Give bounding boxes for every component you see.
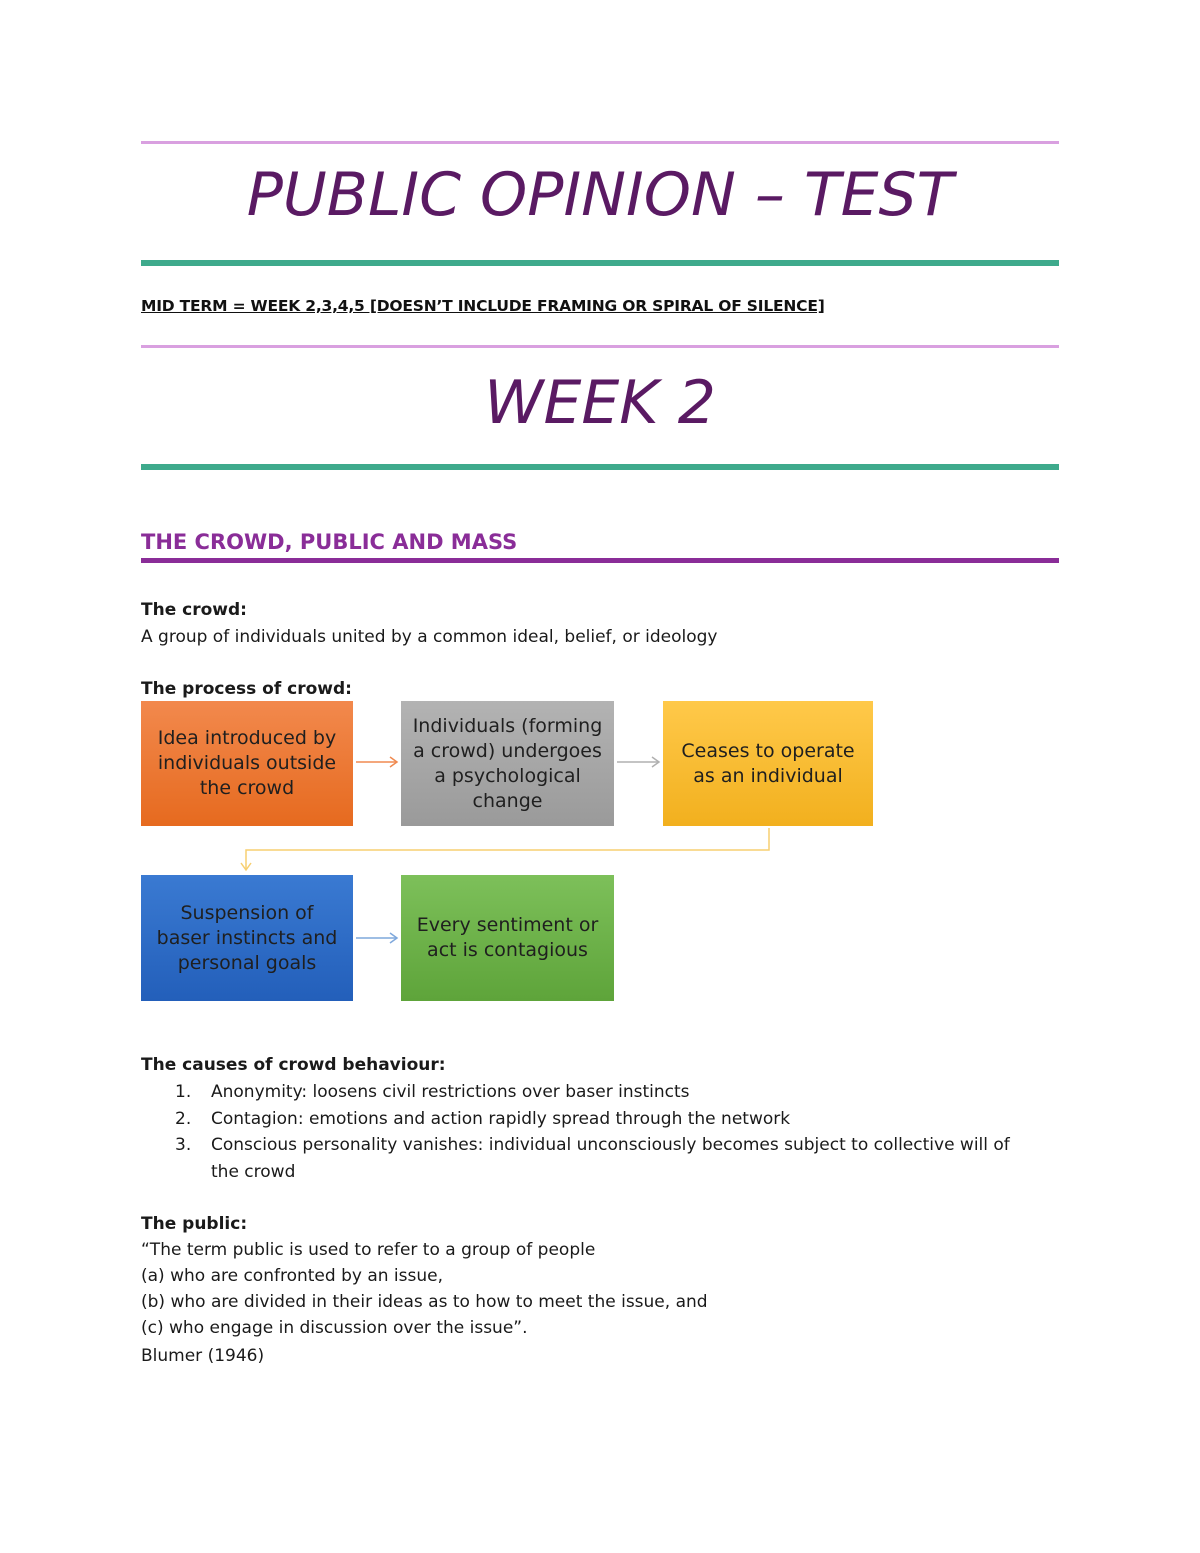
public-quote-line: (c) who engage in discussion over the issue”.: [141, 1318, 528, 1338]
process-step-1: Idea introduced by individuals outside the crowd: [141, 701, 353, 826]
public-quote-line: (b) who are divided in their ideas as to how to meet the issue, and: [141, 1292, 708, 1312]
list-item: [141, 1079, 1041, 1106]
public-quote-line: (a) who are confronted by an issue,: [141, 1266, 444, 1286]
arrow-1-to-2: [356, 757, 397, 767]
page-title: PUBLIC OPINION – TEST: [246, 160, 954, 230]
list-text-continued: the crowd: [211, 1161, 296, 1182]
public-label: The public:: [141, 1214, 248, 1234]
list-item: [141, 1106, 1041, 1133]
section-heading: THE CROWD, PUBLIC AND MASS: [141, 530, 518, 554]
process-step-3: Ceases to operate as an individual: [663, 701, 873, 826]
arrow-2-to-3: [617, 757, 659, 767]
causes-label: The causes of crowd behaviour:: [141, 1055, 446, 1075]
list-number: 2.: [175, 1108, 192, 1129]
midterm-note: MID TERM = WEEK 2,3,4,5 [DOESN’T INCLUDE FRAMING OR SPIRAL OF SILENCE]: [141, 297, 825, 315]
process-step-4: Suspension of baser instincts and personal goals: [141, 875, 353, 1001]
crowd-definition: A group of individuals united by a common ideal, belief, or ideology: [141, 627, 718, 647]
list-number: 1.: [175, 1082, 192, 1102]
list-text: Contagion: emotions and action rapidly spread through the network: [211, 1108, 791, 1129]
list-item: [141, 1132, 1041, 1185]
week-title: WEEK 2: [484, 368, 716, 438]
process-label: The process of crowd:: [141, 679, 352, 699]
list-text: Anonymity: loosens civil restrictions over baser instincts: [211, 1082, 690, 1102]
causes-list: [141, 1079, 1041, 1185]
process-step-2: Individuals (forming a crowd) undergoes a psychological change: [401, 701, 614, 826]
public-quote-line: “The term public is used to refer to a group of people: [141, 1240, 596, 1260]
crowd-label: The crowd:: [141, 600, 247, 620]
list-text: Conscious personality vanishes: individual unconsciously becomes subject to collective will of: [211, 1135, 1010, 1155]
list-number: 3.: [175, 1135, 192, 1155]
citation: Blumer (1946): [141, 1346, 265, 1366]
arrow-4-to-5: [356, 933, 397, 943]
process-step-5: Every sentiment or act is contagious: [401, 875, 614, 1001]
arrow-3-to-4: [241, 828, 769, 870]
